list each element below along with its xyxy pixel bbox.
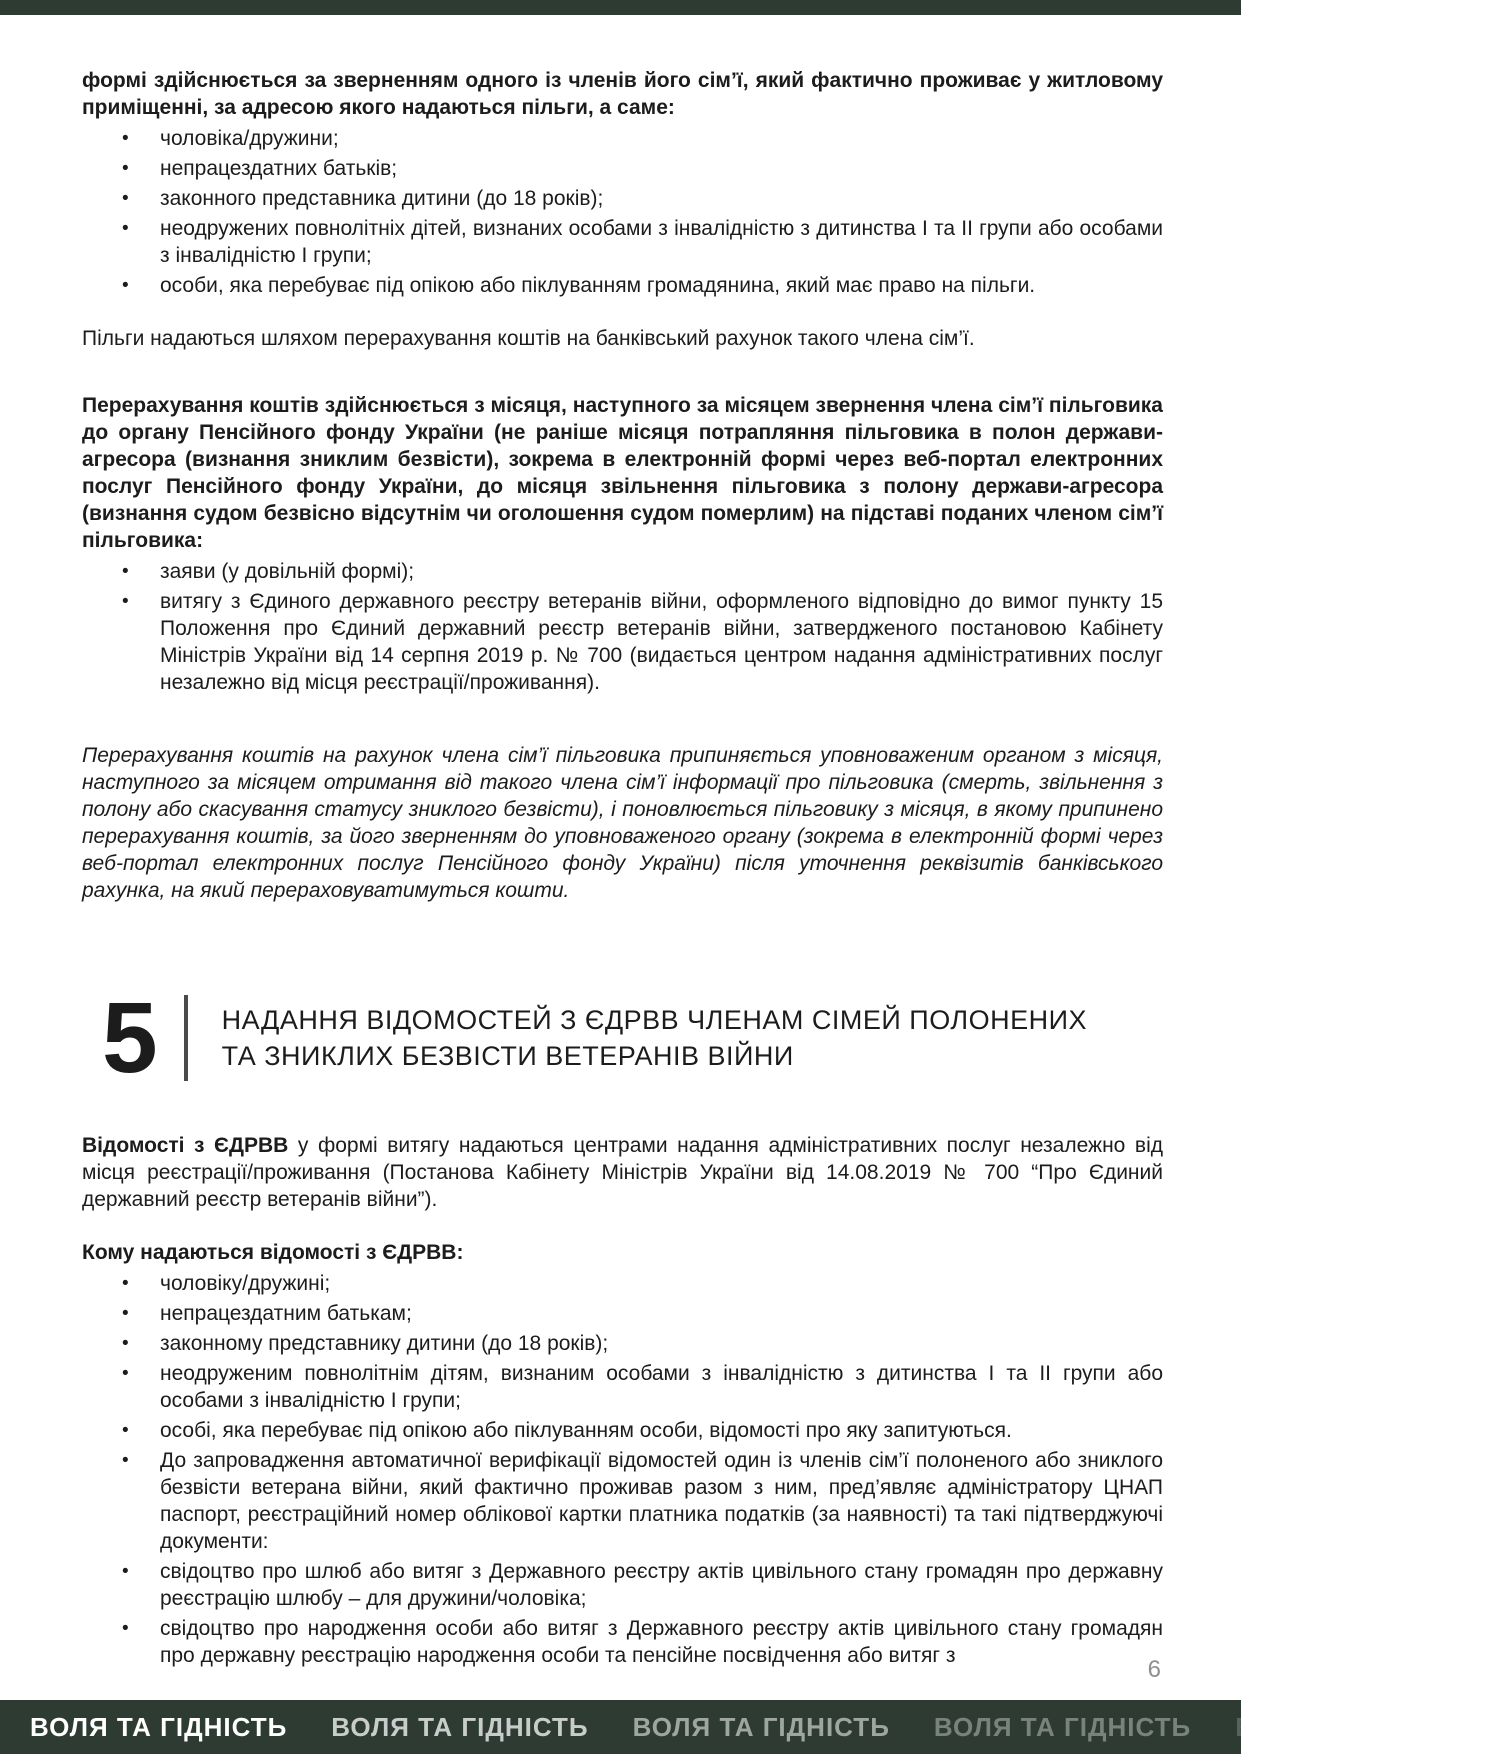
section-title: [222, 1002, 1087, 1074]
section-divider: [184, 995, 188, 1081]
benefit-recipients-list: [82, 125, 1163, 299]
page-number: 6: [1147, 1656, 1161, 1683]
edrvv-recipients-list: [82, 1270, 1163, 1669]
list-item: • заяви (у довільній формі);: [82, 558, 1163, 585]
footer-brand-text: ВОЛЯ ТА ГІДНІСТЬ: [1235, 1711, 1492, 1742]
list-item: • неодружених повнолітніх дітей, визнаних особами з інвалідністю з дитинства І та ІІ групи або особами з інвалідністю І групи;: [82, 215, 1163, 269]
page-content: [0, 15, 1241, 1672]
list-item: • свідоцтво про народження особи або витяг з Державного реєстру актів цивільного стану громадян про державну реєстрацію народження особи та пенсійне посвідчення або витяг з: [82, 1615, 1163, 1669]
footer-brand-text: ВОЛЯ ТА ГІДНІСТЬ: [632, 1711, 890, 1742]
section-title-line2: ТА ЗНИКЛИХ БЕЗВІСТИ ВЕТЕРАНІВ ВІЙНИ: [221, 1041, 794, 1071]
footer-brand-text: ВОЛЯ ТА ГІДНІСТЬ: [30, 1711, 288, 1742]
list-item: • непрацездатним батькам;: [82, 1300, 1163, 1327]
list-item: • неодруженим повнолітнім дітям, визнаним особами з інвалідністю з дитинства І та ІІ групи або особами з інвалідністю І групи;: [82, 1360, 1163, 1414]
footer-brand-text: ВОЛЯ ТА ГІДНІСТЬ: [331, 1711, 589, 1742]
list-item: • особі, яка перебуває під опікою або піклуванням особи, відомості про яку запитуються.: [82, 1417, 1163, 1444]
list-item: • До запровадження автоматичної верифікації відомостей один із членів сім’ї полоненого або зниклого безвісти ветерана війни, який фактично проживав разом з ним, пред’являє адміністратору ЦНАП паспорт, реєстраційний номер облікової картки платника податків (за наявності) та такі підтверджуючі документи:: [82, 1447, 1163, 1555]
list-item: • свідоцтво про шлюб або витяг з Державного реєстру актів цивільного стану громадян про державну реєстрацію шлюбу – для дружини/чоловіка;: [82, 1558, 1163, 1612]
paragraph-transfer-termination: Перерахування коштів на рахунок члена сім’ї пільговика припиняється уповноваженим органом з місяця, наступного за місяцем отримання від такого члена сім’ї інформації про пільговика (смерть, звільнення з полону або скасування статусу зниклого безвісти), і поновлюється пільговику з місяця, в якому припинено перерахування коштів, за його зверненням до уповноваженого органу (зокрема в електронній формі через веб-портал електронних послуг Пенсійного фонду України) після уточнення реквізитів банківського рахунка, на який перераховуватимуться кошти.: [82, 744, 1163, 902]
section-5-heading: [82, 984, 1163, 1092]
edrvv-rest: у формі витягу надаються центрами надання адміністративних послуг незалежно від місця реєстрації/проживання (Постанова Кабінету Міністрів України від 14.08.2019 № 700 “Про Єдиний державний реєстр ветеранів війни”).: [82, 1134, 1163, 1211]
required-documents-list: [82, 558, 1163, 696]
list-item: • витягу з Єдиного державного реєстру ветеранів війни, оформленого відповідно до вимог пункту 15 Положення про Єдиний державний реєстр ветеранів війни, затвердженого постановою Кабінету Міністрів України від 14 серпня 2019 р. № 700 (видається центром надання адміністративних послуг незалежно від місця реєстрації/проживання).: [82, 588, 1163, 696]
paragraph-bank-transfer: Пільги надаються шляхом перерахування коштів на банківський рахунок такого члена сім’ї.: [82, 327, 975, 350]
paragraph-transfer-rules: Перерахування коштів здійснюється з місяця, наступного за місяцем звернення члена сім’ї пільговика до органу Пенсійного фонду України (не раніше місяця потрапляння пільговика в полон держави-агресора (визнання зниклим безвісти), зокрема в електронній формі через веб-портал електронних послуг Пенсійного фонду України, до місяця звільнення пільговика з полону держави-агресора (визнання судом безвісно відсутнім чи оголошення судом померлим) на підставі поданих членом сім’ї пільговика:: [82, 394, 1163, 552]
section-number: 5: [102, 982, 156, 1094]
list-item: • особи, яка перебуває під опікою або піклуванням громадянина, який має право на пільги.: [82, 272, 1163, 299]
section-title-line1: НАДАННЯ ВІДОМОСТЕЙ З ЄДРВВ ЧЛЕНАМ СІМЕЙ ПОЛОНЕНИХ: [221, 1005, 1088, 1035]
list-item: • законному представнику дитини (до 18 років);: [82, 1330, 1163, 1357]
paragraph-edrvv-recipients-title: Кому надаються відомості з ЄДРВВ:: [82, 1241, 464, 1264]
footer-brand-bar: [0, 1700, 1492, 1754]
top-accent-bar: [0, 0, 1241, 15]
list-item: • чоловіку/дружині;: [82, 1270, 1163, 1297]
list-item: • чоловіка/дружини;: [82, 125, 1163, 152]
paragraph-edrvv-info: [82, 1132, 1163, 1213]
footer-brand-text: ВОЛЯ ТА ГІДНІСТЬ: [933, 1711, 1192, 1742]
list-item: • законного представника дитини (до 18 років);: [82, 185, 1163, 212]
edrvv-lead: Відомості з ЄДРВВ: [82, 1134, 289, 1157]
list-item: • непрацездатних батьків;: [82, 155, 1163, 182]
paragraph-benefit-request: формі здійснюється за зверненням одного із членів його сім’ї, який фактично проживає у житловому приміщенні, за адресою якого надаються пільги, а саме:: [82, 69, 1163, 119]
